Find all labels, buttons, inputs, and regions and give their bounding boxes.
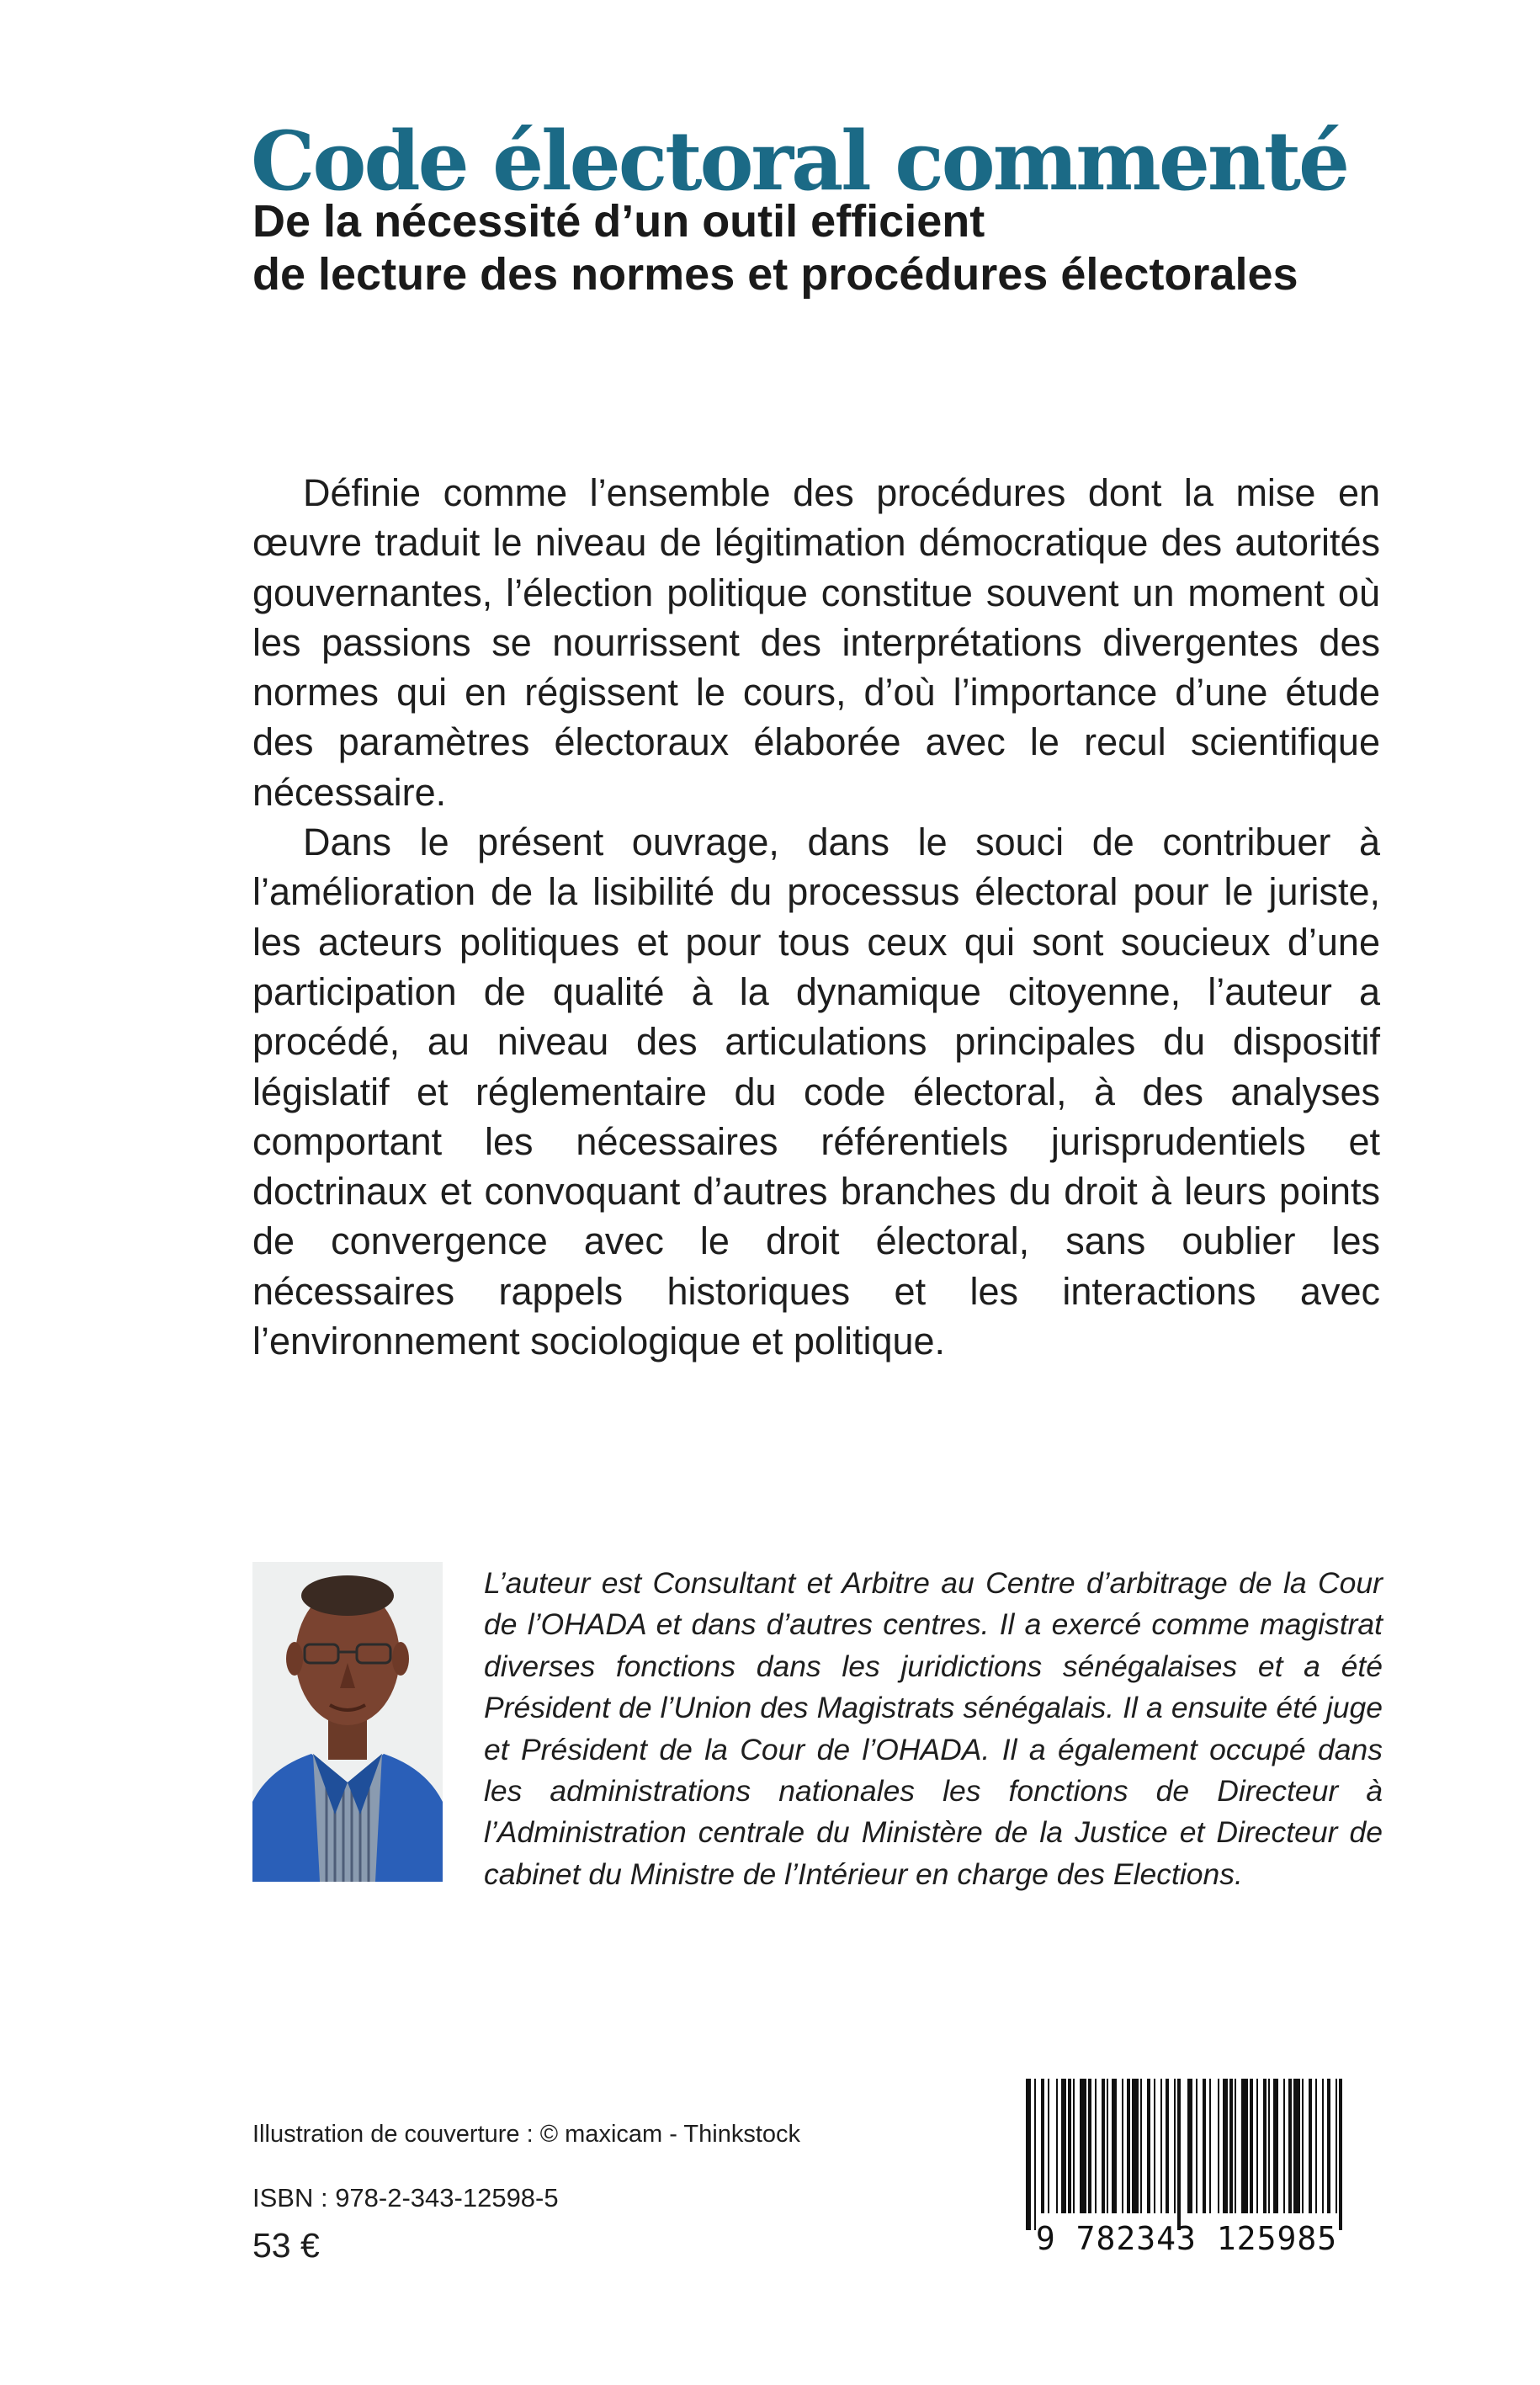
barcode-bar	[1196, 2079, 1197, 2213]
barcode-bar	[1140, 2079, 1142, 2213]
barcode-bar	[1080, 2079, 1086, 2213]
barcode-bar	[1293, 2079, 1300, 2213]
barcode-bar	[1061, 2079, 1066, 2213]
author-bio: L’auteur est Consultant et Arbitre au Centre d’arbitrage de la Cour de l’OHADA et dans d’autres centres. Il a exercé comme magistrat diverses fonctions dans les juridictions sénégalaises et a été Président de l’Union des Magistrats sénégalais. Il a ensuite été juge et Président de la Cour de l’OHADA. Il a également occupé dans les administrations nationales les fonctions de Directeur à l’Administration centrale du Ministère de la Justice et Directeur de cabinet du Ministre de l’Intérieur en charge des Elections.	[484, 1566, 1383, 1891]
barcode-bar	[1223, 2079, 1228, 2213]
subtitle-line-2: de lecture des normes et procédures électorales	[252, 249, 1298, 300]
cover-illustration-credit: Illustration de couverture : © maxicam - Thinkstock	[252, 2121, 801, 2148]
barcode-bar	[1288, 2079, 1292, 2213]
barcode-bar	[1209, 2079, 1211, 2213]
barcode	[1006, 2079, 1367, 2255]
barcode-bar	[1041, 2079, 1044, 2213]
barcode-bar	[1095, 2079, 1097, 2213]
barcode-bar	[1263, 2079, 1267, 2213]
barcode-bar	[1088, 2079, 1091, 2213]
price: 53 €	[252, 2226, 320, 2265]
barcode-bar	[1174, 2079, 1176, 2213]
author-portrait-illustration	[252, 1562, 443, 1882]
barcode-bar	[1048, 2079, 1049, 2213]
barcode-bar	[1132, 2079, 1139, 2213]
barcode-bar	[1026, 2079, 1031, 2230]
barcode-bar	[1068, 2079, 1071, 2213]
barcode-bar	[1339, 2079, 1342, 2230]
barcode-bar	[1283, 2079, 1285, 2213]
barcode-bar	[1315, 2079, 1317, 2213]
barcode-bar	[1218, 2079, 1219, 2213]
summary-text	[252, 468, 1380, 1366]
barcode-bar	[1127, 2079, 1130, 2213]
subtitle-line-1: De la nécessité d’un outil efficient	[252, 196, 985, 247]
barcode-bar	[1112, 2079, 1117, 2213]
barcode-digits: 9 782343 125985	[1035, 2220, 1338, 2257]
barcode-bar	[1073, 2079, 1075, 2213]
barcode-bar	[1177, 2079, 1181, 2230]
barcode-bar	[1273, 2079, 1278, 2213]
barcode-bar	[1107, 2079, 1108, 2213]
barcode-bar	[1187, 2079, 1192, 2213]
barcode-bar	[1166, 2079, 1169, 2213]
barcode-bar	[1268, 2079, 1270, 2213]
author-photo	[252, 1562, 443, 1882]
barcode-bar	[1203, 2079, 1206, 2213]
barcode-bar	[1160, 2079, 1162, 2213]
barcode-bar	[1102, 2079, 1105, 2213]
barcode-bar	[1322, 2079, 1324, 2213]
book-title: Code électoral commenté	[251, 114, 1348, 209]
barcode-bar	[1056, 2079, 1058, 2213]
summary-paragraph-1: Définie comme l’ensemble des procédures dont la mise en œuvre traduit le niveau de légitimation démocratique des autorités gouvernantes, l’élection politique constitue souvent un moment où les passions se nourrissent des interprétations divergentes des normes qui en régissent le cours, d’où l’importance d’une étude des paramètres électoraux élaborée avec le recul scientifique nécessaire.	[252, 471, 1380, 814]
barcode-bar	[1250, 2079, 1253, 2213]
book-subtitle	[252, 195, 1298, 301]
barcode-bar	[1229, 2079, 1233, 2213]
summary-paragraph-2: Dans le présent ouvrage, dans le souci de contribuer à l’amélioration de la lisibilité du processus électoral pour le juriste, les acteurs politiques et pour tous ceux qui sont soucieux d’une participation de qualité à la dynamique citoyenne, l’auteur a procédé, au niveau des articulations principales du dispositif législatif et réglementaire du code électoral, à des analyses comportant les nécessaires référentiels jurisprudentiels et doctrinaux et convoquant d’autres branches du droit à leurs points de convergence avec le droit électoral, sans oublier les nécessaires rappels historiques et les interactions avec l’environnement sociologique et politique.	[252, 821, 1380, 1363]
barcode-bar	[1154, 2079, 1155, 2213]
barcode-bar	[1241, 2079, 1248, 2213]
barcode-bar	[1309, 2079, 1312, 2213]
isbn: ISBN : 978-2-343-12598-5	[252, 2183, 559, 2212]
barcode-bar	[1256, 2079, 1258, 2213]
barcode-bar	[1336, 2079, 1337, 2213]
barcode-bar	[1147, 2079, 1150, 2213]
barcode-bar	[1034, 2079, 1036, 2230]
barcode-bar	[1122, 2079, 1123, 2213]
barcode-bar	[1327, 2079, 1330, 2213]
barcode-bar	[1235, 2079, 1236, 2213]
barcode-bar	[1302, 2079, 1304, 2213]
